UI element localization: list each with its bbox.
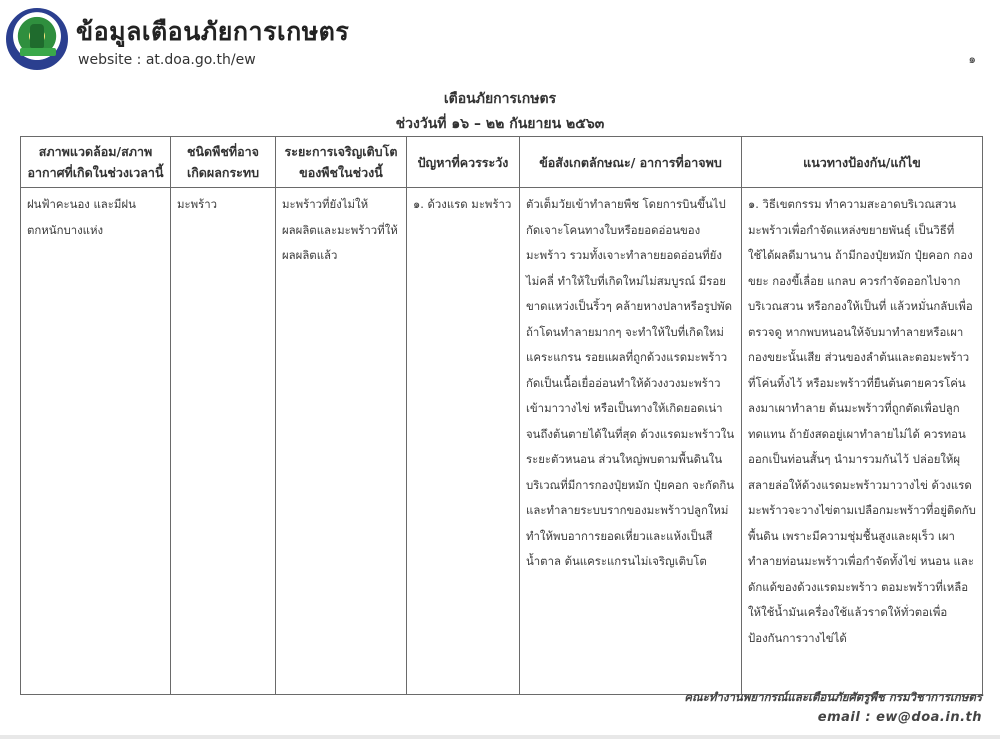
cell-problem: ๑. ด้วงแรด มะพร้าว — [407, 188, 520, 695]
cell-crop: มะพร้าว — [171, 188, 276, 695]
cell-environment: ฝนฟ้าคะนอง และมีฝนตกหนักบางแห่ง — [21, 188, 171, 695]
header-crop: ชนิดพืชที่อาจ เกิดผลกระทบ — [171, 137, 276, 188]
cell-symptoms: ตัวเต็มวัยเข้าทำลายพืช โดยการบินขึ้นไปกัดเจาะโคนทางใบหรือยอดอ่อนของมะพร้าว รวมทั้งเจาะทำลายยอดอ่อนที่ยังไม่คลี่ ทำให้ใบที่เกิดใหม่ไม่สมบูรณ์ มีรอยขาดแหว่งเป็นริ้วๆ คล้ายหางปลาหรือรูปพัด ถ้าโดนทำลายมากๆ จะทำให้ใบที่เกิดใหม่แคระแกรน รอยแผลที่ถูกด้วงแรดมะพร้าวกัดเป็นเนื้อเยื่ออ่อนทำให้ด้วงงวงมะพร้าวเข้ามาวางไข่ หรือเป็นทางให้เกิดยอดเน่า จนถึงต้นตายได้ในที่สุด ด้วงแรดมะพร้าวในระยะตัวหนอน ส่วนใหญ่พบตามพื้นดินในบริเวณที่มีการกองปุ๋ยหมัก ปุ๋ยคอก จะกัดกินและทำลายระบบรากของมะพร้าวปลูกใหม่ ทำให้พบอาการยอดเหี่ยวและแห้งเป็นสีน้ำตาล ต้นแคระแกรนไม่เจริญเติบโต — [520, 188, 742, 695]
cell-prevention: ๑. วิธีเขตกรรม ทำความสะอาดบริเวณสวนมะพร้าวเพื่อกำจัดแหล่งขยายพันธุ์ เป็นวิธีที่ใช้ได้ผลดีมานาน ถ้ามีกองปุ๋ยหมัก ปุ๋ยคอก กองขยะ กองขี้เลื่อย แกลบ ควรกำจัดออกไปจากบริเวณสวน หรือกองให้เป็นที่ แล้วหมั่นกลับเพื่อตรวจดู หากพบหนอนให้จับมาทำลายหรือเผากองขยะนั้นเสีย ส่วนของลำต้นและตอมะพร้าวที่โค่นทิ้งไว้ หรือมะพร้าวที่ยืนต้นตายควรโค่นลงมาเผาทำลาย ต้นมะพร้าวที่ถูกตัดเพื่อปลูกทดแทน ถ้ายังสดอยู่เผาทำลายไม่ได้ ควรทอนออกเป็นท่อนสั้นๆ นำมารวมกันไว้ ปล่อยให้ผุสลายล่อให้ด้วงแรดมะพร้าวมาวางไข่ ด้วงแรดมะพร้าวจะวางไข่ตามเปลือกมะพร้าวที่อยู่ติดกับพื้นดิน เพราะมีความชุ่มชื้นสูงและผุเร็ว เผาทำลายท่อนมะพร้าวเพื่อกำจัดทั้งไข่ หนอน และดักแด้ของด้วงแรดมะพร้าว ตอมะพร้าวที่เหลือให้ใช้น้ำมันเครื่องใช้แล้วราดให้ทั่วตอเพื่อป้องกันการวางไข่ได้ — [742, 188, 983, 695]
header-environment: สภาพแวดล้อม/สภาพ อากาศที่เกิดในช่วงเวลานี้ — [21, 137, 171, 188]
department-seal-logo-icon — [6, 8, 68, 70]
header-growth-stage: ระยะการเจริญเติบโต ของพืชในช่วงนี้ — [276, 137, 407, 188]
site-title: ข้อมูลเตือนภัยการเกษตร — [76, 17, 350, 46]
logo-figure — [30, 24, 44, 48]
page-number: ๑ — [968, 52, 976, 66]
header-problem: ปัญหาที่ควรระวัง — [407, 137, 520, 188]
document-header — [6, 6, 996, 76]
footer-email[interactable]: email : ew@doa.in.th — [817, 710, 982, 725]
header-prevention: แนวทางป้องกัน/แก้ไข — [742, 137, 983, 188]
logo-base — [20, 48, 56, 56]
warning-table — [20, 136, 983, 695]
website-link[interactable]: website : at.doa.go.th/ew — [78, 52, 256, 68]
table-row — [21, 188, 983, 695]
bottom-divider — [0, 735, 1000, 739]
footer-organization: คณะทำงานพยากรณ์และเตือนภัยศัตรูพืช กรมวิชาการเกษตร — [684, 690, 982, 704]
cell-growth-stage: มะพร้าวที่ยังไม่ให้ผลผลิตและมะพร้าวที่ให้ผลผลิตแล้ว — [276, 188, 407, 695]
document-period: ช่วงวันที่ ๑๖ – ๒๒ กันยายน ๒๕๖๓ — [395, 116, 605, 132]
document-title: เตือนภัยการเกษตร — [443, 91, 557, 107]
table-header-row — [21, 137, 983, 188]
header-symptoms: ข้อสังเกตลักษณะ/ อาการที่อาจพบ — [520, 137, 742, 188]
